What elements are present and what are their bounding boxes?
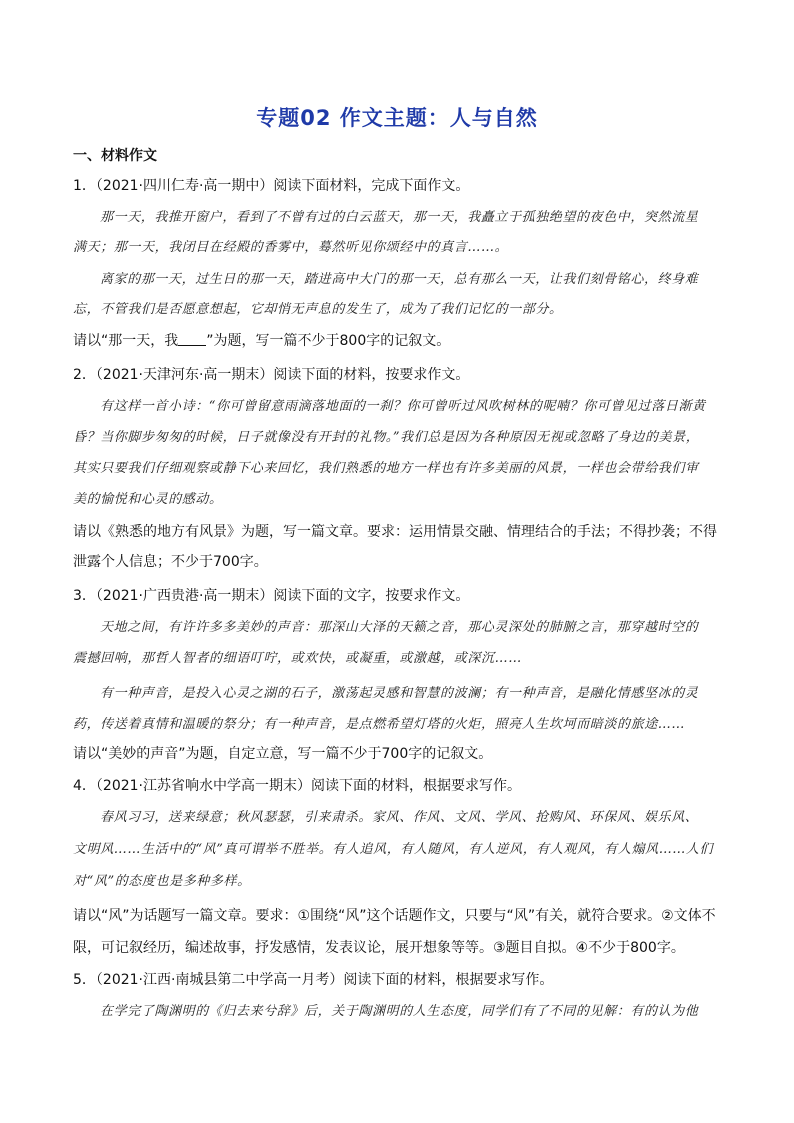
q2-material-line: 美的愉悦和心灵的感动。 <box>73 492 223 507</box>
q4-material-line: 文明风……生活中的“风”真可谓举不胜举。有人追风，有人随风，有人逆风，有人观风，有人煽风……人们 <box>73 842 714 857</box>
q2-material-line: 其实只要我们仔细观察或静下心来回忆，我们熟悉的地方一样也有许多美丽的风景，一样也会带给我们审 <box>73 461 699 476</box>
page-title: 专题02 作文主题：人与自然 <box>256 106 538 130</box>
question-5-stem: 5．（2021·江西·南城县第二中学高一月考）阅读下面的材料，根据要求写作。 <box>73 972 554 988</box>
q4-material-line: 春风习习，送来绿意；秋风瑟瑟，引来肃杀。家风、作风、文风、学风、抢购风、环保风、娱乐风、 <box>100 810 699 825</box>
q3-material-line: 有一种声音，是投入心灵之湖的石子，激荡起灵感和智慧的波澜；有一种声音，是融化情感坚冰的灵 <box>100 686 699 701</box>
q1-requirement-part-a: 请以“那一天，我 <box>73 333 179 349</box>
q5-material-line: 在学完了陶渊明的《归去来兮辞》后，关于陶渊明的人生态度，同学们有了不同的见解：有的认为他 <box>100 1004 699 1019</box>
q3-material-line: 震撼回响，那哲人智者的细语叮咛，或欢快，或凝重，或激越，或深沉…… <box>73 651 522 666</box>
section-heading: 一、材料作文 <box>73 148 157 164</box>
q2-requirement: 请以《熟悉的地方有风景》为题，写一篇文章。要求：运用情景交融、情理结合的手法；不得抄袭；不得 <box>73 524 717 540</box>
q4-requirement: 限，可记叙经历，编述故事，抒发感情，发表议论，展开想象等等。③题目自拟。④不少于800字。 <box>73 940 685 956</box>
q3-material-line: 药，传送着真情和温暖的祭分；有一种声音，是点燃希望灯塔的火炬，照亮人生坎坷而暗淡的旅途…… <box>73 717 686 732</box>
q1-material-line: 满天；那一天，我闭目在经殿的香雾中，蓦然听见你颂经中的真言……。 <box>73 240 509 255</box>
q4-material-line: 对“风”的态度也是多种多样。 <box>73 874 251 889</box>
q2-material-line: 昏？当你脚步匆匆的时候，日子就像没有开封的礼物。”我们总是因为各种原因无视或忽略了身边的美景， <box>73 430 700 445</box>
q1-material-line: 那一天，我推开窗户，看到了不曾有过的白云蓝天，那一天，我矗立于孤独绝望的夜色中，突然流星 <box>100 210 699 225</box>
question-3-stem: 3．（2021·广西贵港·高一期末）阅读下面的文字，按要求作文。 <box>73 588 470 604</box>
question-2-stem: 2．（2021·天津河东·高一期末）阅读下面的材料，按要求作文。 <box>73 367 470 383</box>
q3-material-line: 天地之间，有许许多多美妙的声音：那深山大泽的天籁之音，那心灵深处的肺腑之言，那穿越时空的 <box>100 620 699 635</box>
q1-requirement-part-b: ”为题，写一篇不少于800字的记叙文。 <box>206 333 451 349</box>
q1-material-line: 忘，不管我们是否愿意想起，它却悄无声息的发生了，成为了我们记忆的一部分。 <box>73 302 563 317</box>
question-4-stem: 4．（2021·江苏省响水中学高一期末）阅读下面的材料，根据要求写作。 <box>73 778 521 794</box>
q1-material-line: 离家的那一天，过生日的那一天，踏进高中大门的那一天，总有那么一天，让我们刻骨铭心，终身难 <box>100 272 699 287</box>
q2-material-line: 有这样一首小诗：“你可曾留意雨滴落地面的一刹？你可曾听过风吹树林的呢喃？你可曾见过落日渐黄 <box>100 399 706 414</box>
fill-blank <box>178 331 206 346</box>
q4-requirement: 请以“风”为话题写一篇文章。要求：①围绕“风”这个话题作文，只要与“风”有关，就符合要求。②文体不 <box>73 908 716 924</box>
question-1-stem: 1．（2021·四川仁寿·高一期中）阅读下面材料，完成下面作文。 <box>73 178 470 194</box>
q2-requirement: 泄露个人信息；不少于700字。 <box>73 554 268 570</box>
q1-requirement <box>73 331 450 351</box>
q3-requirement: 请以“美妙的声音”为题，自定立意，写一篇不少于700字的记叙文。 <box>73 746 493 762</box>
